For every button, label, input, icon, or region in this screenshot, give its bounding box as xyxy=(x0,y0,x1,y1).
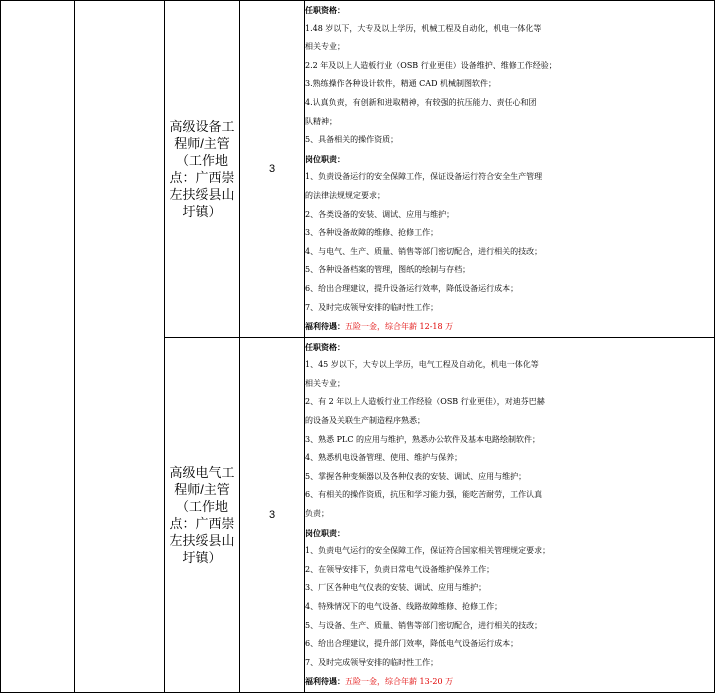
job-title-line: 点：广西崇 xyxy=(169,515,235,531)
empty-cell xyxy=(1,1,75,693)
requirement-line: 4.认真负责，有创新和进取精神，有较强的抗压能力、责任心和团 xyxy=(305,97,537,107)
duty-line: 7、及时完成领导安排的临时性工作； xyxy=(305,302,439,312)
requirement-line: 5、掌握各种变频器以及各种仪表的安装、调试、应用与维护； xyxy=(305,471,527,481)
benefits-value: 五险一金，综合年薪 13-20 万 xyxy=(345,677,454,687)
job-title-cell xyxy=(165,1,240,338)
requirement-line: 6、有相关的操作资质，抗压和学习能力强，能吃苦耐劳，工作认真 xyxy=(305,490,543,500)
job-title-line: 左扶绥县山 xyxy=(169,186,235,202)
requirements-heading: 任职资格： xyxy=(305,341,345,352)
benefits-value: 五险一金，综合年薪 12-18 万 xyxy=(345,322,454,332)
duty-line: 的法律法规规定要求； xyxy=(305,190,385,200)
duty-line: 4、特殊情况下的电气设备、线路故障维修、抢修工作； xyxy=(305,602,503,611)
headcount-cell: 3 xyxy=(240,1,305,338)
requirement-line: 3.熟练操作各种设计软件，精通 CAD 机械制图软件； xyxy=(305,79,497,89)
headcount-cell: 3 xyxy=(240,337,305,692)
requirement-line: 1、45 岁以下，大专以上学历，电气工程及自动化，机电一体化等 xyxy=(305,360,539,370)
job-title-line: 圩镇） xyxy=(182,203,222,219)
duty-line: 2、在领导安排下，负责日常电气设备维护保养工作； xyxy=(305,564,495,574)
duty-line: 3、厂区各种电气仪表的安装、调试、应用与维护； xyxy=(305,583,487,593)
job-title-line: 程师/主管 xyxy=(174,135,230,151)
duty-line: 3、各种设备故障的维修、抢修工作； xyxy=(305,228,439,238)
duties-heading: 岗位职责： xyxy=(305,153,345,164)
job-details-cell xyxy=(305,1,715,338)
requirement-line: 2、有 2 年以上人造板行业工作经验（OSB 行业更佳），对迪芬巴赫 xyxy=(305,397,545,407)
job-title-cell xyxy=(165,337,240,692)
duty-line: 7、及时完成领导安排的临时性工作； xyxy=(305,657,439,667)
benefits-line xyxy=(305,317,714,337)
requirement-line: 4、熟悉机电设备管理、使用、维护与保养； xyxy=(305,453,463,463)
duty-line: 5、各种设备档案的管理，图纸的绘制与存档； xyxy=(305,265,471,275)
job-title-line: 高级电气工 xyxy=(169,464,235,480)
duty-line: 4、与电气、生产、质量、销售等部门密切配合，进行相关的技改； xyxy=(305,246,543,256)
requirement-line: 的设备及关联生产制造程序熟悉； xyxy=(305,416,425,426)
duty-line: 5、与设备、生产、质量、销售等部门密切配合，进行相关的技改； xyxy=(305,620,543,630)
requirement-line: 2.2 年及以上人造板行业（OSB 行业更佳）设备维护、维修工作经验； xyxy=(305,60,557,70)
duties-heading: 岗位职责： xyxy=(305,527,345,538)
requirement-line: 3、熟悉 PLC 的应用与维护，熟悉办公软件及基本电路绘制软件； xyxy=(305,434,540,444)
job-title-line: （工作地 xyxy=(175,498,228,514)
requirement-line: 1.48 岁以下，大专及以上学历，机械工程及自动化，机电一体化等 xyxy=(305,23,542,33)
job-title-line: 程师/主管 xyxy=(174,481,230,497)
duty-line: 6、给出合理建议，提升设备运行效率，降低设备运行成本； xyxy=(305,283,519,293)
requirement-line: 相关专业； xyxy=(305,42,345,52)
job-title-line: 圩镇） xyxy=(182,549,222,565)
duty-line: 2、各类设备的安装、调试、应用与维护； xyxy=(305,209,455,219)
empty-cell xyxy=(75,1,165,693)
requirement-line: 相关专业； xyxy=(305,378,345,388)
duty-line: 1、负责电气运行的安全保障工作，保证符合国家相关管理规定要求； xyxy=(305,546,551,556)
duty-line: 6、给出合理建议，提升部门效率，降低电气设备运行成本； xyxy=(305,639,519,649)
job-title-line: 左扶绥县山 xyxy=(169,532,235,548)
job-details-cell xyxy=(305,337,715,692)
duty-line: 1、负责设备运行的安全保障工作，保证设备运行符合安全生产管理 xyxy=(305,172,543,182)
requirement-line: 5、具备相关的操作资质； xyxy=(305,135,399,145)
job-title-line: 高级设备工 xyxy=(169,118,235,134)
job-row xyxy=(1,1,715,338)
requirement-line: 负责； xyxy=(305,509,329,519)
benefits-label: 福利待遇： xyxy=(305,676,345,687)
job-title-line: （工作地 xyxy=(175,152,228,168)
job-title-line: 点：广西崇 xyxy=(169,169,235,185)
benefits-line xyxy=(305,672,714,692)
requirement-line: 队精神； xyxy=(305,116,337,126)
benefits-label: 福利待遇： xyxy=(305,321,345,332)
requirements-heading: 任职资格： xyxy=(305,5,345,15)
